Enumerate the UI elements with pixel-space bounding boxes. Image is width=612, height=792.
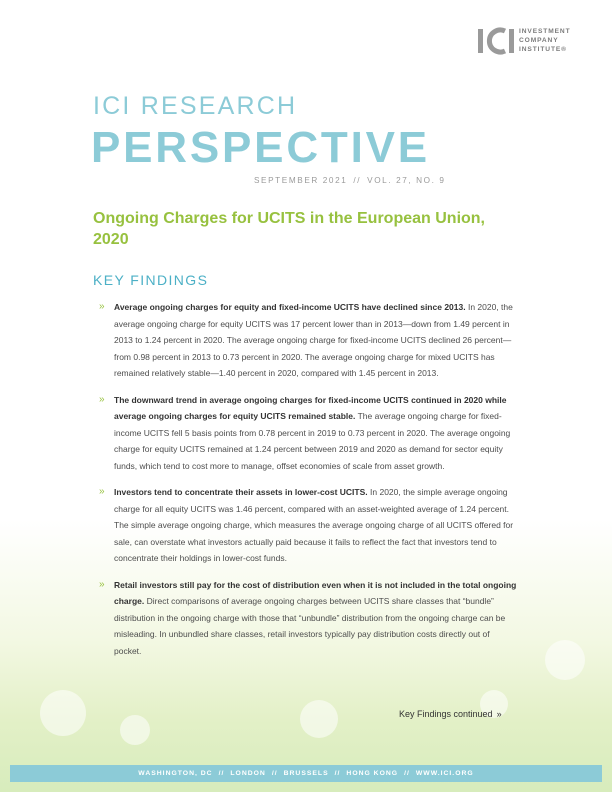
continued-label: Key Findings continued xyxy=(399,709,493,719)
ici-logo xyxy=(478,27,588,63)
footer-location: BRUSSELS xyxy=(283,770,329,777)
issue-separator: // xyxy=(353,176,362,185)
footer-location: WASHINGTON, DC xyxy=(138,770,213,777)
finding-lead: Retail investors still pay for the cost of distribution even when it is not included in the total ongoing charge. xyxy=(114,579,517,606)
logo-line: INSTITUTE® xyxy=(519,45,567,53)
ici-logo-mark xyxy=(478,27,516,55)
finding-lead: The downward trend in average ongoing charges for fixed-income UCITS continued in 2020 while average ongoing charges for equity UCITS remained stable. xyxy=(114,394,507,421)
finding-text xyxy=(114,299,517,382)
finding-body: Direct comparisons of average ongoing charges between UCITS share classes that “bundle” distribution in the ongoing charge with those that “unbundle” distribution from the ongoing charge can be misleading. In unbundled share classes, retail investors typically pay distribution costs directly out of pocket. xyxy=(114,596,506,656)
issue-date: SEPTEMBER 2021 xyxy=(254,176,348,185)
finding-text xyxy=(114,484,517,567)
footer-separator: // xyxy=(404,770,410,777)
bokeh-light xyxy=(120,715,150,745)
ici-logo-text xyxy=(519,28,571,54)
finding-item xyxy=(99,392,517,475)
footer-bar xyxy=(10,765,602,782)
footer-separator: // xyxy=(218,770,225,777)
finding-text xyxy=(114,392,517,475)
logo-line: COMPANY xyxy=(519,36,559,44)
finding-body: The average ongoing charge for fixed-income UCITS fell 5 basis points from 0.78 percent in 2019 to 0.73 percent in 2020. The average ongoing charge for equity UCITS remained at 1.24 percent between 2019 and 2020 as demand for sector equity funds, which tend to cost more to manage, offset economies of scale from asset growth. xyxy=(114,411,511,471)
footer-location: LONDON xyxy=(230,770,266,777)
report-title: Ongoing Charges for UCITS in the European Union, 2020 xyxy=(93,210,485,248)
chevron-bullet-icon: » xyxy=(99,393,105,405)
footer-location: HONG KONG xyxy=(346,770,399,777)
bokeh-light xyxy=(545,640,585,680)
footer-separator: // xyxy=(334,770,341,777)
footer-locations xyxy=(10,765,602,782)
key-findings-continued-link[interactable] xyxy=(399,709,502,719)
finding-text xyxy=(114,577,517,660)
finding-lead: Investors tend to concentrate their assets in lower-cost UCITS. xyxy=(114,487,368,497)
footer-separator: // xyxy=(271,770,278,777)
issue-volume: VOL. 27, NO. 9 xyxy=(367,176,446,185)
logo-line: INVESTMENT xyxy=(519,28,571,35)
bokeh-light xyxy=(300,700,338,738)
finding-body: In 2020, the simple average ongoing charge for all equity UCITS was 1.46 percent, compared with an asset-weighted average of 1.24 percent. The simple average ongoing charge, which measures the average ongoing charge of all UCITS offered for sale, can overstate what investors actually paid because it fails to reflect the fact that investors tend to concentrate their holdings in lower-cost funds. xyxy=(114,487,514,563)
chevron-bullet-icon: » xyxy=(99,578,105,590)
masthead-series-name: ICI RESEARCH xyxy=(93,92,298,120)
chevron-right-icon: » xyxy=(496,709,502,719)
chevron-bullet-icon: » xyxy=(99,301,105,312)
finding-lead: Average ongoing charges for equity and fixed-income UCITS have declined since 2013. xyxy=(114,302,466,312)
finding-item xyxy=(99,577,517,660)
bokeh-light xyxy=(40,690,86,736)
key-findings-heading: KEY FINDINGS xyxy=(93,272,209,288)
issue-line xyxy=(254,176,446,185)
finding-body: In 2020, the average ongoing charge for equity UCITS was 17 percent lower than in 2013—down from 1.49 percent in 2013 to 1.24 percent in 2020. The average ongoing charge for fixed-income UCITS declined 26 percent—from 0.98 percent in 2013 to 0.73 percent in 2020. The average ongoing charge for mixed UCITS has remained relatively stable—1.40 percent in 2020, compared with 1.45 percent in 2013. xyxy=(114,302,513,378)
chevron-bullet-icon: » xyxy=(99,486,105,497)
finding-item xyxy=(99,299,517,382)
masthead-title: PERSPECTIVE xyxy=(91,123,430,172)
finding-item xyxy=(99,484,517,567)
key-findings-list xyxy=(99,299,517,669)
footer-website-link[interactable]: WWW.ICI.ORG xyxy=(415,770,474,777)
